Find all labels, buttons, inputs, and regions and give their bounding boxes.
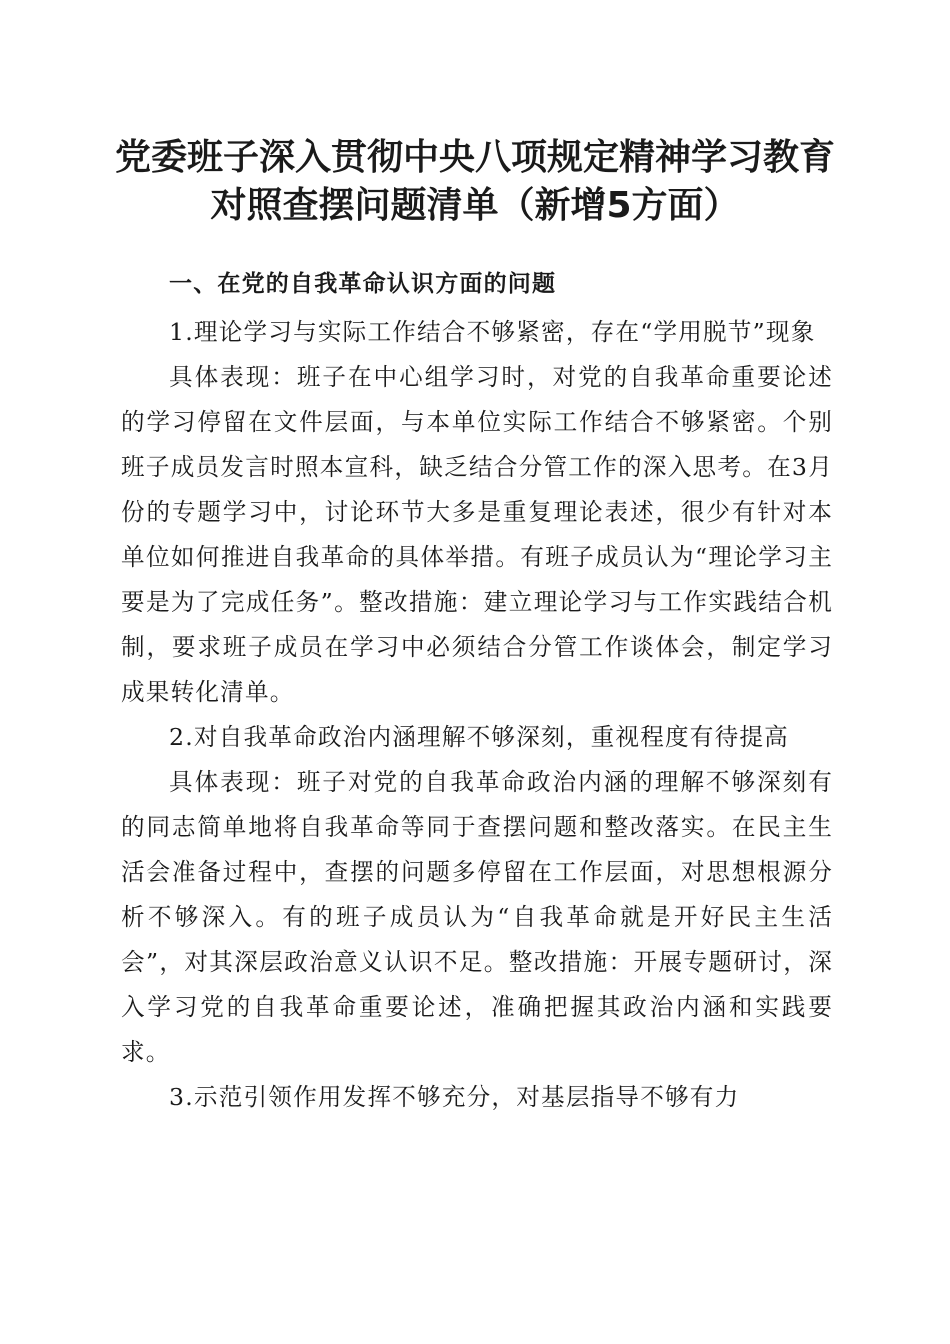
item-title-3: 3.示范引领作用发挥不够充分，对基层指导不够有力 <box>169 1083 740 1111</box>
item-title-1: 1.理论学习与实际工作结合不够紧密，存在“学用脱节”现象 <box>169 318 816 346</box>
item-title-2: 2.对自我革命政治内涵理解不够深刻，重视程度有待提高 <box>169 723 789 751</box>
document-title-line-1: 党委班子深入贯彻中央八项规定精神学习教育 <box>114 137 835 178</box>
document-body <box>121 262 833 1120</box>
item-body-1: 具体表现：班子在中心组学习时，对党的自我革命重要论述的学习停留在文件层面，与本单位实际工作结合不够紧密。个别班子成员发言时照本宣科，缺乏结合分管工作的深入思考。在3月份的专题学习中，讨论环节大多是重复理论表述，很少有针对本单位如何推进自我革命的具体举措。有班子成员认为“理论学习主要是为了完成任务”。整改措施：建立理论学习与工作实践结合机制，要求班子成员在学习中必须结合分管工作谈体会，制定学习成果转化清单。 <box>121 363 833 706</box>
section-heading: 一、在党的自我革命认识方面的问题 <box>169 271 557 297</box>
item-body-2: 具体表现：班子对党的自我革命政治内涵的理解不够深刻有的同志简单地将自我革命等同于查摆问题和整改落实。在民主生活会准备过程中，查摆的问题多停留在工作层面，对思想根源分析不够深入。有的班子成员认为“自我革命就是开好民主生活会”，对其深层政治意义认识不足。整改措施：开展专题研讨，深入学习党的自我革命重要论述，准确把握其政治内涵和实践要求。 <box>121 768 833 1066</box>
document-title-line-2: 对照查摆问题清单（新增5方面） <box>210 185 740 226</box>
